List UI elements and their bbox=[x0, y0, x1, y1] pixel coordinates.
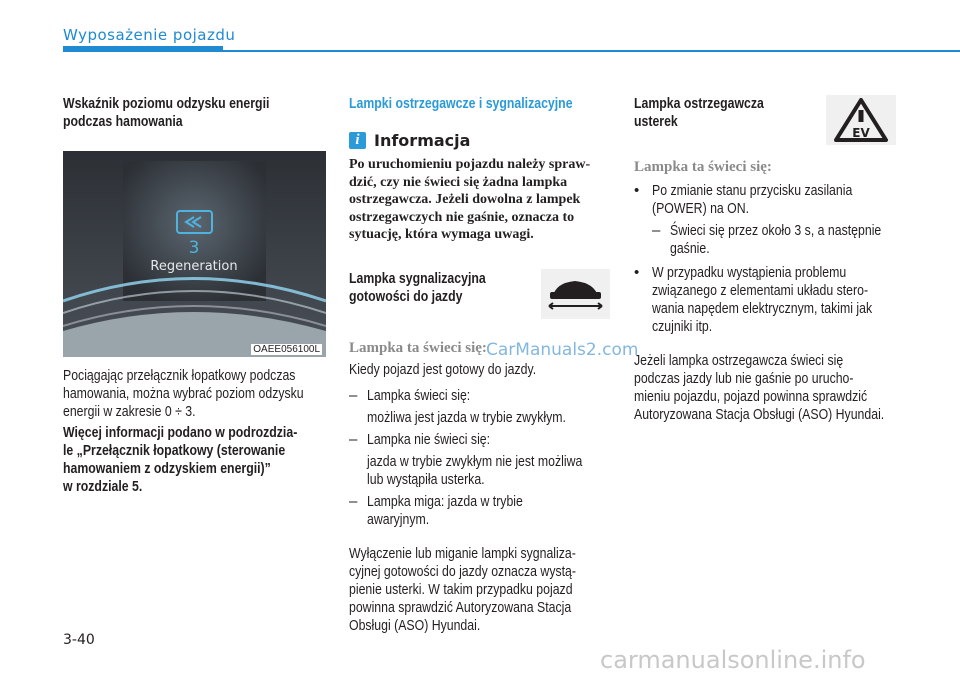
ready-item-off-detail: jazda w trybie zwykłym nie jest możliwa lub wystąpiła usterka. bbox=[367, 452, 583, 488]
regeneration-reference: Więcej informacji podano w podrozdzia- le „Przełącznik łopatkowy (sterowanie hamowaniem z odzyskiem energii)” w rozdziale 5. bbox=[63, 424, 298, 495]
header-divider bbox=[63, 50, 960, 52]
regeneration-label: Regeneration bbox=[150, 259, 238, 274]
ready-item-on: – Lampka świeci się: bbox=[349, 386, 471, 404]
info-label: Informacja bbox=[374, 131, 471, 150]
ready-light-heading: Lampka sygnalizacyjna gotowości do jazdy bbox=[349, 269, 486, 305]
warning-lights-heading: Lampki ostrzegawcze i sygnalizacyjne bbox=[349, 95, 573, 112]
page-number: 3-40 bbox=[63, 632, 95, 648]
column-regeneration bbox=[63, 95, 326, 496]
fault-light-heading: Lampka ostrzegawcza usterek bbox=[634, 95, 764, 130]
svg-text:EV: EV bbox=[852, 126, 870, 140]
figure-code: OAEE056100L bbox=[253, 344, 320, 355]
ev-warning-icon bbox=[826, 95, 896, 145]
regeneration-figure bbox=[63, 151, 326, 357]
ready-paragraph: Wyłączenie lub miganie lampki sygnaliza- cyjnej gotowości do jazdy oznacza wystą- pienie usterki. W takim przypadku pojazd powinna sprawdzić Autoryzowana Stacja Obsługi (ASO) Hyundai. bbox=[349, 544, 576, 634]
column-fault-light bbox=[634, 95, 897, 424]
ready-item-off: – Lampka nie świeci się: bbox=[349, 430, 491, 448]
watermark-carmanualsonline: carmanualsonline.info bbox=[600, 646, 866, 674]
info-text: Po uruchomieniu pojazdu należy spraw- dzić, czy nie świeci się żadna lampka ostrzegawcza. Jeżeli dowolna z lampek ostrzegawczych nie gaśnie, oznacza to sytuację, która wymaga uwagi. bbox=[349, 157, 591, 242]
section-title: Wyposażenie pojazdu bbox=[63, 26, 236, 44]
ready-item-blink: – Lampka miga: jazda w trybie awaryjnym. bbox=[349, 492, 523, 528]
watermark-carmanuals2: CarManuals2.com bbox=[486, 340, 639, 360]
regeneration-heading: Wskaźnik poziomu odzysku energii podczas hamowania bbox=[63, 95, 270, 130]
fault-bullet-power-detail: – Świeci się przez około 3 s, a następnie gaśnie. bbox=[652, 222, 882, 257]
fault-bullet-power: • Po zmianie stanu przycisku zasilania (POWER) na ON. bbox=[634, 182, 853, 217]
info-icon: i bbox=[349, 132, 366, 149]
ready-item-on-detail: możliwa jest jazda w trybie zwykłym. bbox=[367, 408, 566, 426]
ready-lights-up-heading: Lampka ta świeci się: bbox=[349, 339, 487, 356]
regeneration-level: 3 bbox=[188, 238, 200, 258]
fault-bullet-problem: • W przypadku wystąpienia problemu związanego z elementami układu stero- wania napędem elektrycznym, takimi jak czujniki itp. bbox=[634, 264, 873, 335]
ready-when: Kiedy pojazd jest gotowy do jazdy. bbox=[349, 360, 537, 378]
cluster-illustration bbox=[63, 151, 326, 357]
ready-car-icon bbox=[541, 269, 610, 319]
regeneration-paragraph: Pociągając przełącznik łopatkowy podczas hamowania, można wybrać poziom odzysku energii w zakresie 0 ÷ 3. bbox=[63, 367, 304, 420]
fault-paragraph: Jeżeli lampka ostrzegawcza świeci się podczas jazdy lub nie gaśnie po urucho- mieniu pojazdu, pojazd powinna sprawdzić Autoryzowana Stacja Obsługi (ASO) Hyundai. bbox=[634, 352, 885, 423]
fault-lights-up-heading: Lampka ta świeci się: bbox=[634, 159, 772, 175]
column-warning-lights bbox=[349, 95, 614, 635]
info-header bbox=[349, 131, 614, 150]
